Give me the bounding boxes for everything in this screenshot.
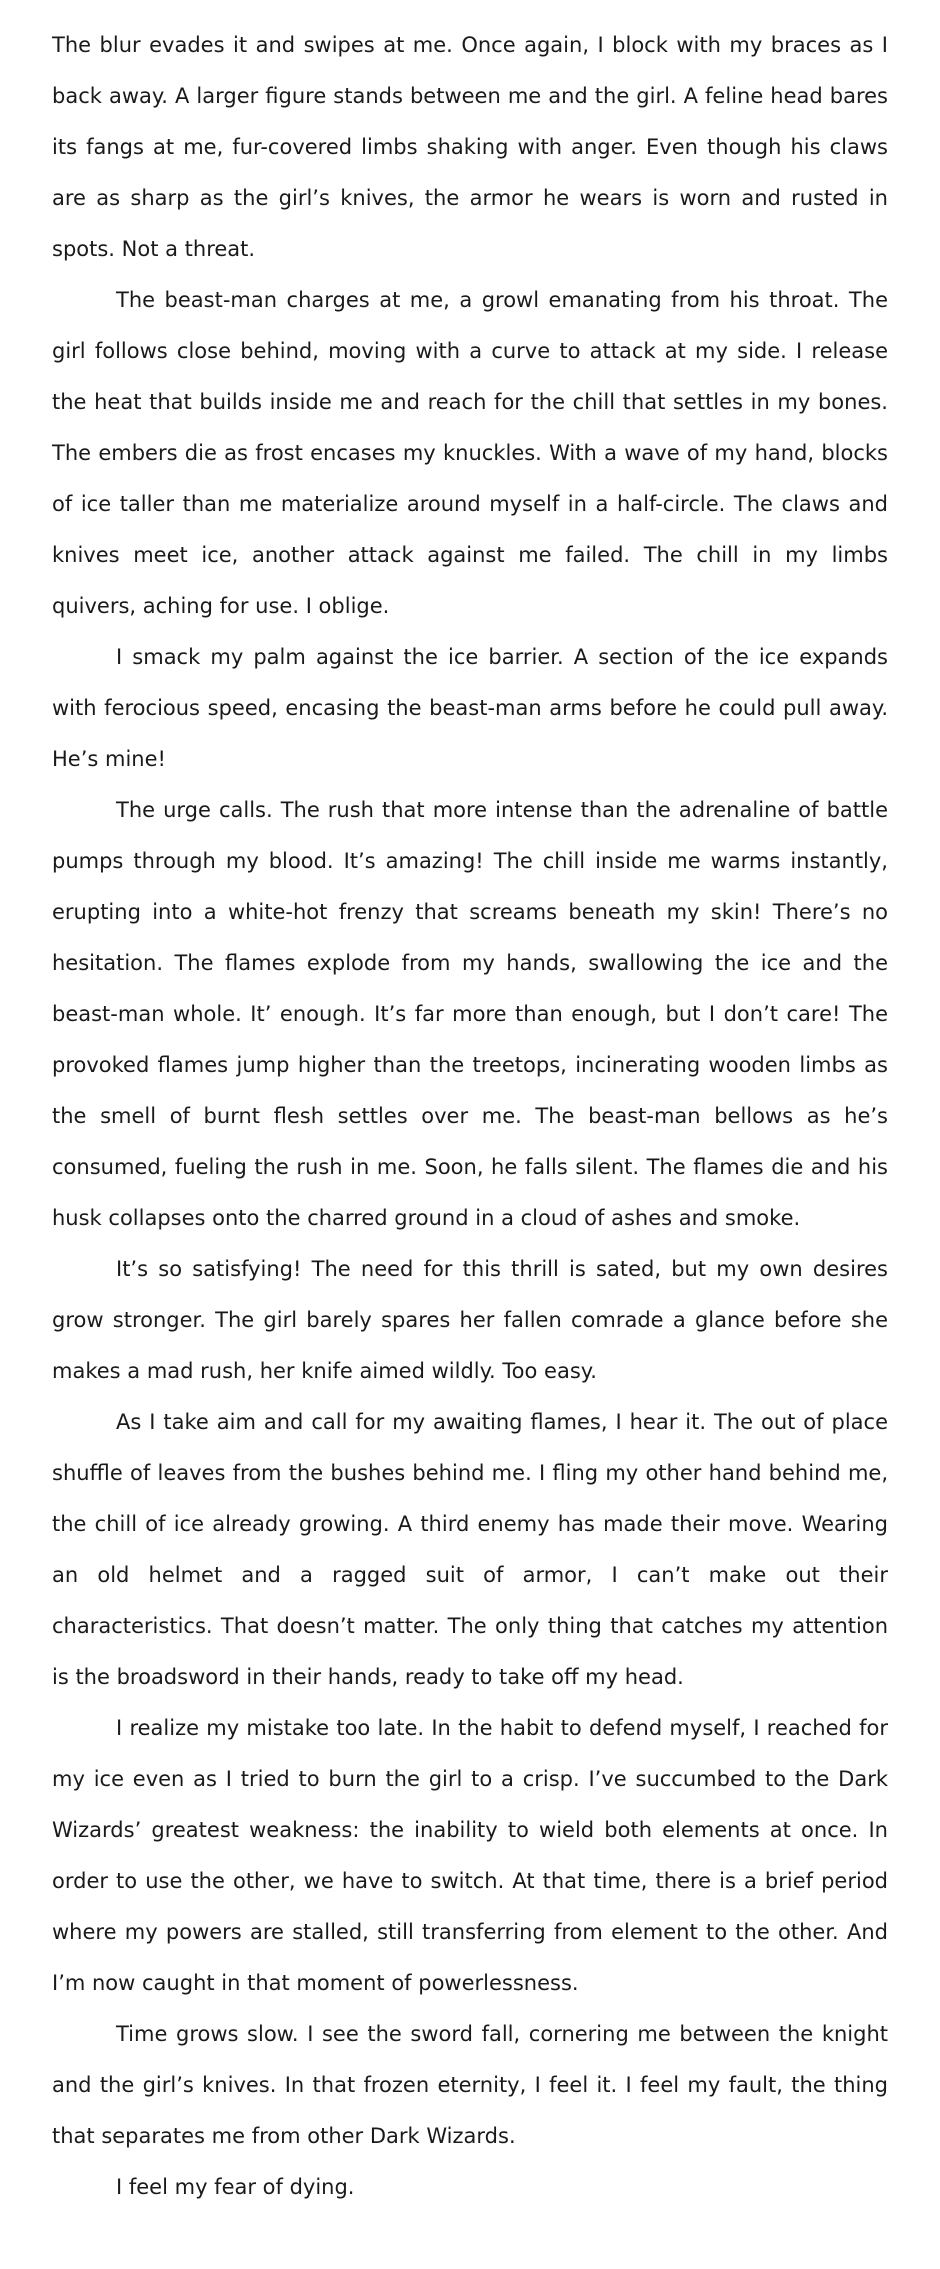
paragraph-5: It’s so satisfying! The need for this thrill is sated, but my own desires grow stronger. The girl barely spares her fallen comrade a glance before she makes a mad rush, her knife aimed wildly. Too easy. xyxy=(52,1257,888,1383)
paragraph-1: The blur evades it and swipes at me. Once again, I block with my braces as I back away. A larger figure stands between me and the girl. A feline head bares its fangs at me, fur-covered limbs shaking with anger. Even though his claws are as sharp as the girl’s knives, the armor he wears is worn and rusted in spots. Not a threat. xyxy=(52,33,888,261)
paragraph-8: Time grows slow. I see the sword fall, cornering me between the knight and the girl’s knives. In that frozen eternity, I feel it. I feel my fault, the thing that separates me from other Dark Wizards. xyxy=(52,2022,888,2148)
paragraph-7: I realize my mistake too late. In the habit to defend myself, I reached for my ice even as I tried to burn the girl to a crisp. I’ve succumbed to the Dark Wizards’ greatest weakness: the inability to wield both elements at once. In order to use the other, we have to switch. At that time, there is a brief period where my powers are stalled, still transferring from element to the other. And I’m now caught in that moment of powerlessness. xyxy=(52,1716,888,1995)
paragraph-2: The beast-man charges at me, a growl emanating from his throat. The girl follows close behind, moving with a curve to attack at my side. I release the heat that builds inside me and reach for the chill that settles in my bones. The embers die as frost encases my knuckles. With a wave of my hand, blocks of ice taller than me materialize around myself in a half-circle. The claws and knives meet ice, another attack against me failed. The chill in my limbs quivers, aching for use. I oblige. xyxy=(52,288,888,618)
paragraph-6: As I take aim and call for my awaiting flames, I hear it. The out of place shuffle of leaves from the bushes behind me. I fling my other hand behind me, the chill of ice already growing. A third enemy has made their move. Wearing an old helmet and a ragged suit of armor, I can’t make out their characteristics. That doesn’t matter. The only thing that catches my attention is the broadsword in their hands, ready to take off my head. xyxy=(52,1410,888,1689)
paragraph-3: I smack my palm against the ice barrier. A section of the ice expands with ferocious speed, encasing the beast-man arms before he could pull away. He’s mine! xyxy=(52,645,888,771)
paragraph-4: The urge calls. The rush that more intense than the adrenaline of battle pumps through my blood. It’s amazing! The chill inside me warms instantly, erupting into a white-hot frenzy that screams beneath my skin! There’s no hesitation. The flames explode from my hands, swallowing the ice and the beast-man whole. It’ enough. It’s far more than enough, but I don’t care! The provoked flames jump higher than the treetops, incinerating wooden limbs as the smell of burnt flesh settles over me. The beast-man bellows as he’s consumed, fueling the rush in me. Soon, he falls silent. The flames die and his husk collapses onto the charred ground in a cloud of ashes and smoke. xyxy=(52,798,888,1230)
paragraph-9: I feel my fear of dying. xyxy=(116,2175,355,2199)
document-page xyxy=(52,20,888,2213)
